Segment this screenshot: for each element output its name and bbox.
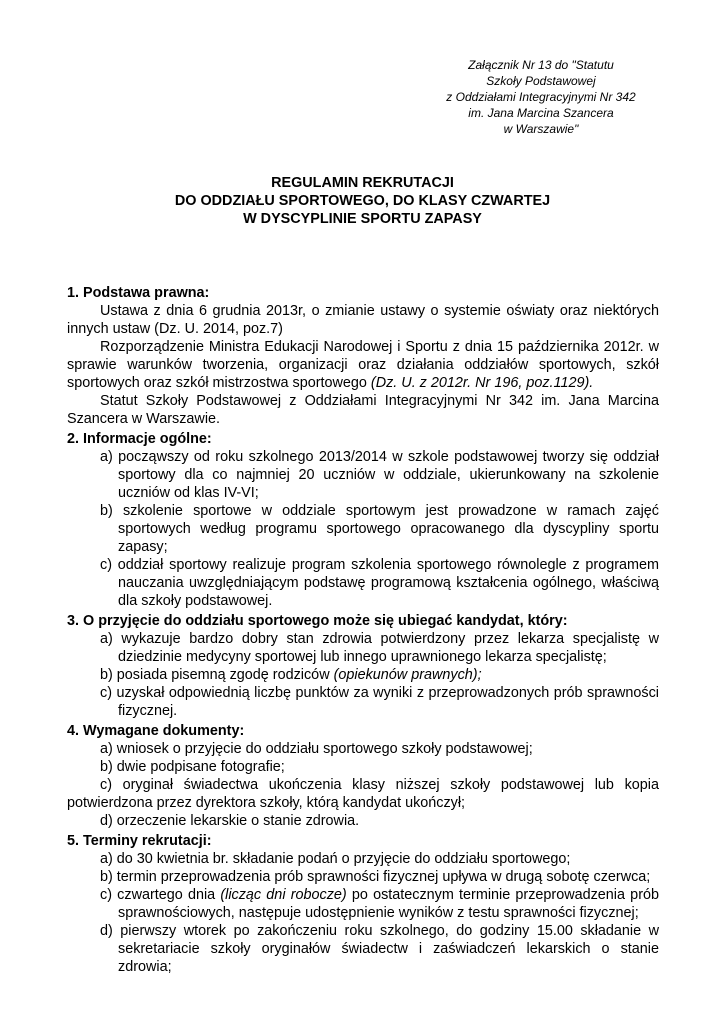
section-general-info: [67, 430, 659, 610]
list-item-note: (licząc dni robocze): [220, 887, 347, 903]
list-item-text: b) posiada pisemną zgodę rodziców: [100, 667, 334, 683]
section-heading: 2. Informacje ogólne:: [67, 431, 212, 447]
annex-note: [426, 57, 656, 137]
title-line: DO ODDZIAŁU SPORTOWEGO, DO KLASY CZWARTEJ: [174, 193, 551, 209]
section-required-documents: [67, 722, 659, 830]
section-heading: 1. Podstawa prawna:: [67, 285, 210, 301]
list-item: a) wykazuje bardzo dobry stan zdrowia potwierdzony przez lekarza specjalistę w dziedzinie medycyny sportowej lub innego uprawnionego lekarza specjalistę;: [100, 631, 659, 665]
citation: (Dz. U. z 2012r. Nr 196, poz.1129).: [370, 375, 594, 391]
section-heading: 4. Wymagane dokumenty:: [67, 723, 245, 739]
list-item: d) orzeczenie lekarskie o stanie zdrowia.: [100, 813, 360, 829]
title-line: REGULAMIN REKRUTACJI: [271, 175, 454, 191]
list-item: [100, 886, 659, 922]
list-item-note: (opiekunów prawnych);: [333, 667, 482, 683]
list-item: b) dwie podpisane fotografie;: [100, 759, 285, 775]
paragraph: Ustawa z dnia 6 grudnia 2013r, o zmianie ustawy o systemie oświaty oraz niektórych innych ustaw (Dz. U. 2014, poz.7): [67, 303, 659, 337]
paragraph: [67, 338, 659, 392]
paragraph-text: Rozporządzenie Ministra Edukacji Narodowej i Sportu z dnia 15 października 2012r. w sprawie warunków tworzenia, organizacji oraz działania oddziałów sportowych, szkół sportowych oraz szkół mistrzostwa sportowego: [67, 339, 659, 391]
list-item: b) szkolenie sportowe w oddziale sportowym jest prowadzone w ramach zajęć sportowych według programu sportowego opracowanego dla dyscypliny sportu zapasy;: [100, 503, 659, 555]
list-item-text: c) czwartego dnia: [100, 887, 221, 903]
section-heading: 3. O przyjęcie do oddziału sportowego może się ubiegać kandydat, który:: [67, 613, 568, 629]
list-item: c) oryginał świadectwa ukończenia klasy niższej szkoły podstawowej lub kopia potwierdzona przez dyrektora szkoły, którą kandydat ukończył;: [67, 777, 659, 811]
section-heading: 5. Terminy rekrutacji:: [67, 833, 212, 849]
section-eligibility: [67, 612, 659, 720]
annex-line: Szkoły Podstawowej: [486, 74, 596, 88]
annex-line: z Oddziałami Integracyjnymi Nr 342: [446, 90, 636, 104]
list-item: c) uzyskał odpowiednią liczbę punktów za wyniki z przeprowadzonych prób sprawności fizycznej.: [100, 685, 659, 719]
list-item: [100, 666, 659, 684]
annex-line: w Warszawie": [503, 122, 579, 136]
list-item: a) począwszy od roku szkolnego 2013/2014 w szkole podstawowej tworzy się oddział sportowy dla co najmniej 20 uczniów w oddziale, ukierunkowany na szkolenie uczniów od klas IV-VI;: [100, 449, 659, 501]
annex-line: im. Jana Marcina Szancera: [468, 106, 614, 120]
title-line: W DYSCYPLINIE SPORTU ZAPASY: [243, 211, 482, 227]
section-deadlines: [67, 832, 659, 976]
document-title: [0, 174, 725, 228]
section-legal-basis: [67, 284, 659, 428]
list-item: d) pierwszy wtorek po zakończeniu roku szkolnego, do godziny 15.00 składanie w sekretariacie szkoły oryginałów świadectw i zaświadczeń lekarskich o stanie zdrowia;: [100, 923, 659, 975]
document-body: [67, 284, 659, 976]
list-item: a) do 30 kwietnia br. składanie podań o przyjęcie do oddziału sportowego;: [100, 851, 571, 867]
list-item: c) oddział sportowy realizuje program szkolenia sportowego równolegle z programem nauczania uwzględniającym podstawę programową kształcenia ogólnego, właściwą dla szkoły podstawowej.: [100, 557, 659, 609]
list-item: a) wniosek o przyjęcie do oddziału sportowego szkoły podstawowej;: [100, 741, 533, 757]
list-item-text: po ostatecznym terminie przeprowadzenia prób sprawnościowych, następuje udostępnienie wyników z testu sprawności fizycznej;: [118, 887, 659, 921]
annex-line: Załącznik Nr 13 do "Statutu: [468, 58, 614, 72]
paragraph: Statut Szkoły Podstawowej z Oddziałami Integracyjnymi Nr 342 im. Jana Marcina Szancera w Warszawie.: [67, 393, 659, 427]
list-item: b) termin przeprowadzenia prób sprawności fizycznej upływa w drugą sobotę czerwca;: [100, 869, 651, 885]
